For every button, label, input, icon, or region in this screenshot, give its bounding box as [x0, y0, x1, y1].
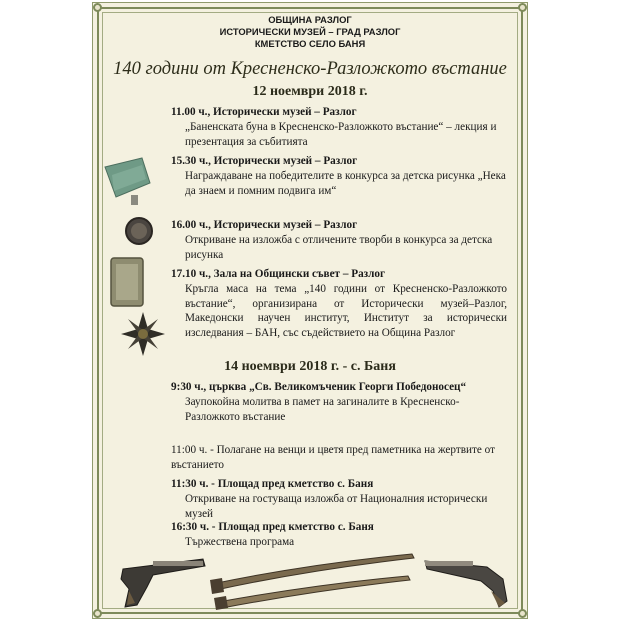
- sabres-image: [208, 546, 418, 612]
- event-description: Заупокойна молитва в памет на загиналите в Кресненско-Разложкото въстание: [185, 395, 460, 423]
- event-item: [171, 105, 507, 149]
- event-heading: 17.10 ч., Зала на Общински съвет – Разлог: [171, 268, 386, 280]
- event-item: [171, 477, 507, 521]
- event-item: [171, 267, 507, 341]
- event-heading: 16:30 ч. - Площад пред кметство с. Баня: [171, 521, 374, 533]
- day1-date: 12 ноември 2018 г.: [252, 84, 368, 99]
- day2-date: 14 ноември 2018 г. - с. Баня: [224, 359, 396, 374]
- order-cross-image: [107, 256, 165, 360]
- event-item: [171, 443, 507, 473]
- event-item: [171, 154, 507, 198]
- frame-corner-ornament: [93, 609, 102, 618]
- event-description: Награждаване на победителите в конкурса за детска рисунка „Нека да знаем и помним подвига им“: [185, 169, 506, 197]
- event-heading: 11:30 ч. - Площад пред кметство с. Баня: [171, 478, 374, 490]
- frame-corner-ornament: [518, 3, 527, 12]
- pistol-right-image: [423, 551, 513, 613]
- medal-image: [102, 153, 157, 249]
- header-line-mayoralty: КМЕТСТВО СЕЛО БАНЯ: [254, 38, 366, 49]
- event-description: „Баненската буна в Кресненско-Разложкото въстание“ – лекция и презентация за събитията: [185, 120, 497, 148]
- event-description: Откриване на гостуваща изложба от Националния исторически музей: [185, 492, 488, 520]
- event-description: Кръгла маса на тема „140 години от Кресненско-Разложкото въстание“, организирана от Исторически музей–Разлог, Македонски научен институт, Институт за исторически изследвания – БАН, със съдействието на Община Разлог: [185, 282, 507, 340]
- poster: [92, 2, 528, 619]
- organizers-header: [93, 14, 527, 50]
- header-line-museum: ИСТОРИЧЕСКИ МУЗЕЙ – ГРАД РАЗЛОГ: [219, 26, 401, 37]
- event-heading: 11.00 ч., Исторически музей – Разлог: [171, 106, 357, 118]
- frame-corner-ornament: [93, 3, 102, 12]
- event-heading: 16.00 ч., Исторически музей – Разлог: [171, 219, 358, 231]
- event-heading: 9:30 ч., църква „Св. Великомъченик Георги Победоносец“: [171, 381, 467, 393]
- event-heading: 15.30 ч., Исторически музей – Разлог: [171, 155, 358, 167]
- event-heading: 11:00 ч. - Полагане на венци и цветя пред паметника на жертвите от въстанието: [171, 444, 495, 471]
- poster-title: 140 години от Кресненско-Разложкото въстание: [113, 59, 507, 79]
- header-line-municipality: ОБЩИНА РАЗЛОГ: [268, 14, 352, 25]
- event-description: Тържествена програма: [185, 535, 295, 548]
- event-item: [171, 218, 507, 262]
- pistol-left-image: [113, 551, 208, 613]
- event-description: Откриване на изложба с отличените творби в конкурса за детска рисунка: [185, 233, 493, 261]
- event-item: [171, 380, 507, 424]
- frame-corner-ornament: [518, 609, 527, 618]
